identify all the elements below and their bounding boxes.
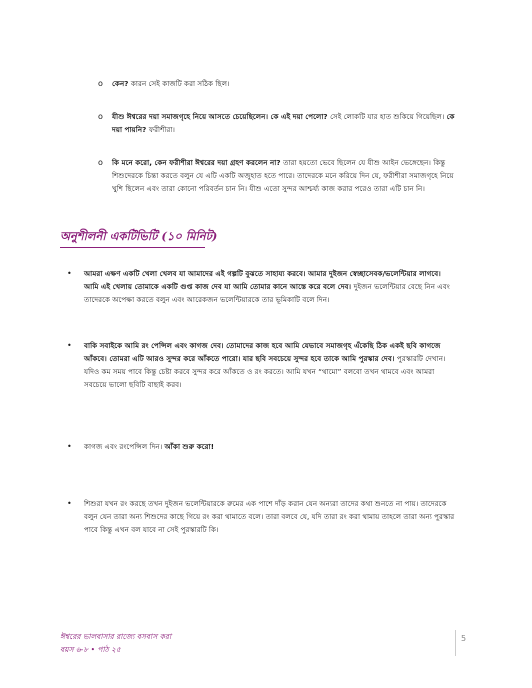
footer-title: ঈশ্বরের ভালবাসার রাজ্যে বসবাস করা xyxy=(60,632,172,641)
body-text: সেই লোকটি যার হাত শুকিয়ে গিয়েছিল। xyxy=(330,112,447,121)
bold-text: যীশু ঈশ্বরের দয়া সমাজগৃহে নিয়ে আসতে চেয়েছিলেন। কে এই দয়া পেলো? xyxy=(112,112,331,121)
bold-text: কেন? xyxy=(112,79,131,88)
body-text: ফরীশীরা। xyxy=(148,125,175,134)
body-text: কাগজ এবং রংপেন্সিল দিন। xyxy=(84,442,165,451)
bold-text: আঁকা শুরু করো! xyxy=(164,442,214,451)
question-item xyxy=(98,77,457,90)
bullet-marker: • xyxy=(67,269,72,278)
body-text: শিশুরা যখন রং করছে তখন দুইজন ভলেন্টিয়ারকে রুমের এক পাশে দাঁড় করান যেন অন্যরা তাদের কথা শুনতে না পায়। তাদেরকে বলুন যেন তারা অন্য শিশুদের কাছে গিয়ে রং করা থামাতে বলে। তারা বলবে যে, যদি তারা রং করা থামায় তাহলে তারা অন্য পুরস্কার পাবে কিন্তু এখন বল যাবে না সেই পুরস্কারটি কি। xyxy=(84,499,455,534)
footer-divider xyxy=(455,630,456,656)
body-text: পুরস্কারটি দেখান। যদিও কম সময় পাবে কিন্তু চেষ্টা করবে সুন্দর করে আঁকতে ও রং করতে। আমি যখন “থামো” বলবো তখন থামবে এবং আমরা সবচেয়ে ভালো ছবিটি বাছাই করব। xyxy=(84,354,446,389)
activity-item xyxy=(67,267,456,306)
bold-text: কে দয়া পায়নি? xyxy=(112,112,455,134)
body-text: কারন সেই কাজটি করা সঠিক ছিল। xyxy=(130,79,230,88)
bullet-marker: o xyxy=(98,79,103,88)
activity-item xyxy=(67,497,456,536)
bullet-marker: • xyxy=(67,341,72,350)
activity-item xyxy=(67,339,456,391)
question-item xyxy=(98,110,457,136)
bold-text: বাকি সবাইকে আমি রং পেন্সিল এবং কাগজ দেব। তোমাদের কাজ হবে আমি যেভাবে সমাজগৃহ এঁকেছি ঠিক একই ছবি কাগজে আঁকবে। তোমরা এটি আরও সুন্দর করে আঁকতে পারো। যার ছবি সবচেয়ে সুন্দর হবে তাকে আমি পুরস্কার দেব। xyxy=(84,341,441,363)
activity-item xyxy=(67,440,456,453)
footer-subtitle: বয়স ৬-৮ • পাঠ ২৫ xyxy=(60,645,121,654)
question-item xyxy=(98,156,457,195)
bullet-marker: • xyxy=(67,499,72,508)
bullet-marker: o xyxy=(98,112,103,121)
body-text: দুইজন ভলেন্টিয়ার বেছে নিন এবং তাদেরকে অপেক্ষা করতে বলুন এবং আরেকজন ভলেন্টিয়ারকে তার ভূমিকাটি বলে দিন। xyxy=(84,282,450,304)
body-text: তারা হয়তো ভেবে ছিলেন যে যীশু আইন ভেঙ্গেছেন। কিন্তু শিশুদেরকে চিন্তা করতে বলুন যে এটি একটি অজুহাত হতে পারে। তাদেরকে মনে করিয়ে দিন যে, ফরীশীরা সমাজগৃহে নিয়ে খুশি ছিলেন এবং তারা কোনো পরিবর্তন চান নি। যীশু এতো সুন্দর আশ্চর্য্য কাজ করার পরেও তারা এটি চান নি। xyxy=(112,158,454,193)
bold-text: কি মনে করো, কেন ফরীশীরা ঈশ্বরের দয়া গ্রহণ করলেন না? xyxy=(112,158,284,167)
bullet-marker: • xyxy=(67,442,72,451)
page-number: 5 xyxy=(461,634,467,643)
bullet-marker: o xyxy=(98,158,103,167)
section-heading: অনুশীলনী একটিভিটি (১০ মিনিট) xyxy=(60,229,218,243)
bold-text: আমরা এক্ষণ একটি খেলা খেলব যা আমাদের এই গল্পটি বুঝতে সাহায্য করবে। আমার দুইজন স্বেচ্ছাসেবক/ভলেন্টিয়ার লাগবে। আমি এই খেলায় তোমাকে একটি গুপ্ত কাজ দেব যা আমি তোমার কানে আস্তে করে বলে দেব। xyxy=(84,269,441,291)
heading-underline xyxy=(60,247,205,248)
